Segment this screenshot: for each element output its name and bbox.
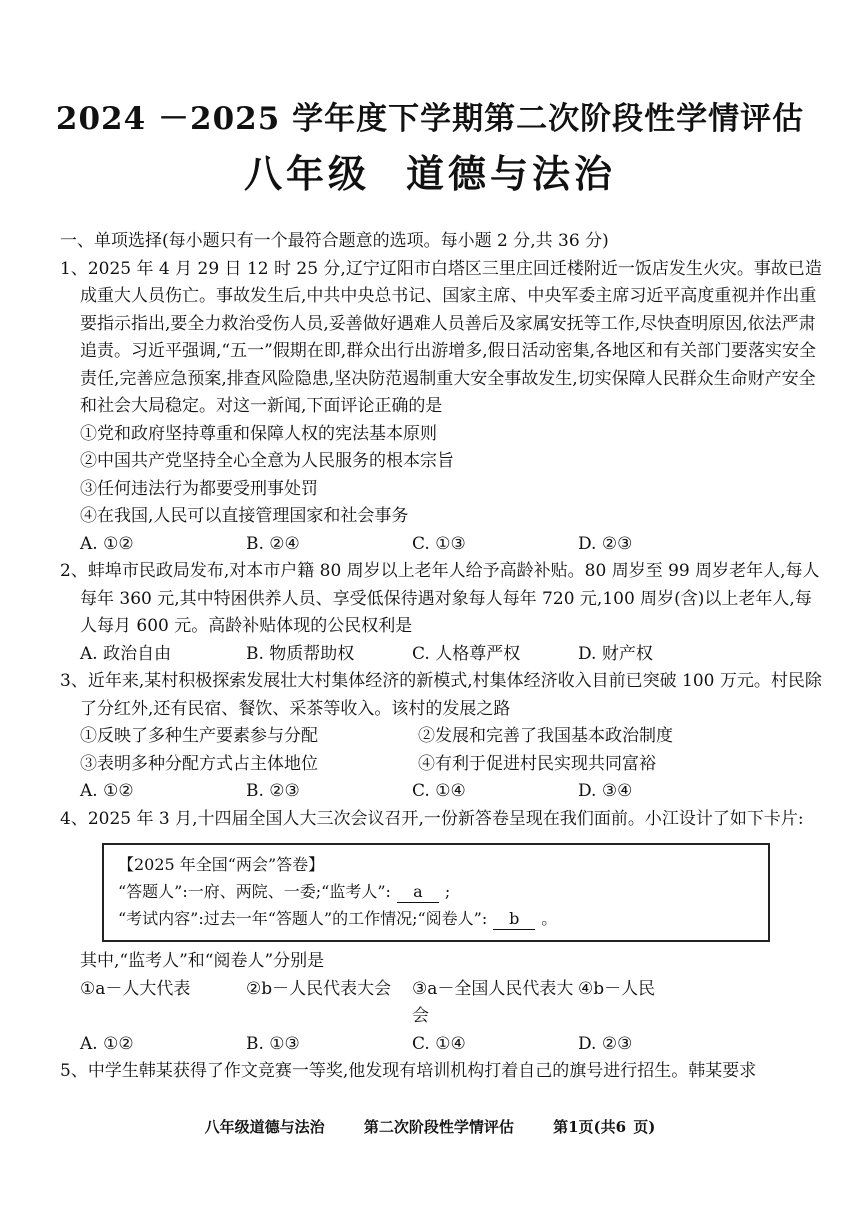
question-4 <box>60 806 822 1059</box>
q2-choice-a: A. 政治自由 <box>80 643 172 664</box>
card-line-2-text: “考试内容”:过去一年“答题人”的工作情况;“阅卷人”: <box>118 909 488 928</box>
q1-statement-2: ②中国共产党坚持全心全意为人民服务的根本宗旨 <box>80 451 454 471</box>
exam-subtitle <box>0 143 860 198</box>
card-line-1 <box>118 878 754 905</box>
q4-statement-1: ①a－人大代表 <box>80 978 191 999</box>
q1-choice-a: A. ①② <box>80 533 134 554</box>
card-line-2-end: 。 <box>541 909 558 928</box>
question-1 <box>60 256 822 559</box>
question-3 <box>60 668 822 806</box>
question-5-stem: 5、中学生韩某获得了作文竞赛一等奖,他发现有培训机构打着自己的旗号进行招生。韩某要求 <box>60 1061 757 1081</box>
card-line-1-text: “答题人”:一府、两院、一委;“监考人”: <box>118 882 391 901</box>
q4-statement-3: ③a－全国人民代表大会 <box>412 978 574 1026</box>
exam-body <box>60 228 822 1086</box>
question-2-stem: 2、蚌埠市民政局发布,对本市户籍 80 周岁以上老年人给予高龄补贴。80 周岁至 99 周岁老年人,每人每年 360 元,其中特困供养人员、享受低保待遇对象每人每年 720 元,100 周岁(含)以上老年人,每人每月 600 元。高龄补贴体现的公民权利是 <box>60 561 820 636</box>
q1-choices <box>60 531 822 559</box>
q4-choice-b: B. ①③ <box>246 1033 300 1054</box>
q3-choice-b: B. ②③ <box>246 781 300 801</box>
q1-statement-3: ③任何违法行为都要受刑事处罚 <box>80 478 318 499</box>
question-4-stem: 4、2025 年 3 月,十四届全国人大三次会议召开,一份新答卷呈现在我们面前。小江设计了如下卡片: <box>60 808 804 829</box>
card-line-1-end: ; <box>444 882 451 901</box>
q4-choice-a: A. ①② <box>80 1033 134 1054</box>
q2-choices <box>60 641 822 669</box>
blank-a: a <box>397 882 439 903</box>
footer-page-number: 第1页(共6 页) <box>553 1118 656 1136</box>
q2-choice-b: B. 物质帮助权 <box>246 643 355 664</box>
card-title: 【2025 年全国“两会”答卷】 <box>118 855 325 874</box>
q3-statement-3: ③表明多种分配方式占主体地位 <box>80 753 318 774</box>
question-1-stem: 1、2025 年 4 月 29 日 12 时 25 分,辽宁辽阳市白塔区三里庄回迁楼附近一饭店发生火灾。事故已造成重大人员伤亡。事故发生后,中共中央总书记、国家主席、中央军委主席习近平高度重视并作出重要指示指出,要全力救治受伤人员,妥善做好遇难人员善后及家属安抚等工作,尽快查明原因,依法严肃追责。习近平强调,“五一”假期在即,群众出行出游增多,假日活动密集,各地区和有关部门要落实安全责任,完善应急预案,排查风险隐患,坚决防范遏制重大安全事故发生,切实保障人民群众生命财产安全和社会大局稳定。对这一新闻,下面评论正确的是 <box>60 258 822 416</box>
q1-statement-1: ①党和政府坚持尊重和保障人权的宪法基本原则 <box>80 423 437 444</box>
q4-statements <box>60 976 822 1031</box>
q2-choice-c: C. 人格尊严权 <box>412 643 521 664</box>
q3-choice-d: D. ③④ <box>578 781 633 801</box>
q4-question: 其中,“监考人”和“阅卷人”分别是 <box>80 951 325 971</box>
q4-choice-c: C. ①④ <box>412 1033 466 1054</box>
question-5 <box>60 1058 822 1086</box>
q2-choice-d: D. 财产权 <box>578 643 653 664</box>
q3-statements <box>60 723 822 778</box>
q3-statement-2: ②发展和完善了我国基本政治制度 <box>418 726 673 746</box>
question-2 <box>60 558 822 668</box>
q1-choice-d: D. ②③ <box>578 533 633 554</box>
q4-choices <box>60 1031 822 1059</box>
answer-card-box <box>102 843 770 942</box>
q1-statement-4: ④在我国,人民可以直接管理国家和社会事务 <box>80 506 409 526</box>
q4-choice-d: D. ②③ <box>578 1033 633 1054</box>
q3-statement-4: ④有利于促进村民实现共同富裕 <box>418 753 656 774</box>
section-heading: 一、单项选择(每小题只有一个最符合题意的选项。每小题 2 分,共 36 分) <box>60 231 609 251</box>
q1-choice-c: C. ①③ <box>412 533 466 554</box>
q3-choice-a: A. ①② <box>80 781 134 801</box>
grade-label: 八年级 <box>243 151 370 196</box>
footer-exam-name: 第二次阶段性学情评估 <box>363 1118 514 1136</box>
subject-label: 道德与法治 <box>406 151 617 196</box>
blank-b: b <box>493 909 535 930</box>
q3-statement-1: ①反映了多种生产要素参与分配 <box>80 726 318 746</box>
q3-choice-c: C. ①④ <box>412 781 466 801</box>
question-3-stem: 3、近年来,某村积极探索发展壮大村集体经济的新模式,村集体经济收入目前已突破 100 万元。村民除了分红外,还有民宿、餐饮、采茶等收入。该村的发展之路 <box>60 671 822 719</box>
q1-choice-b: B. ②④ <box>246 533 300 554</box>
footer-grade-subject: 八年级道德与法治 <box>204 1118 325 1136</box>
q3-choices <box>60 778 822 806</box>
q4-statement-4: ④b－人民 <box>578 978 656 999</box>
card-line-2 <box>118 905 754 932</box>
q4-statement-2: ②b－人民代表大会 <box>246 978 392 999</box>
page-footer <box>0 1116 860 1137</box>
exam-title: 2024 －2025 学年度下学期第二次阶段性学情评估 <box>55 101 805 137</box>
